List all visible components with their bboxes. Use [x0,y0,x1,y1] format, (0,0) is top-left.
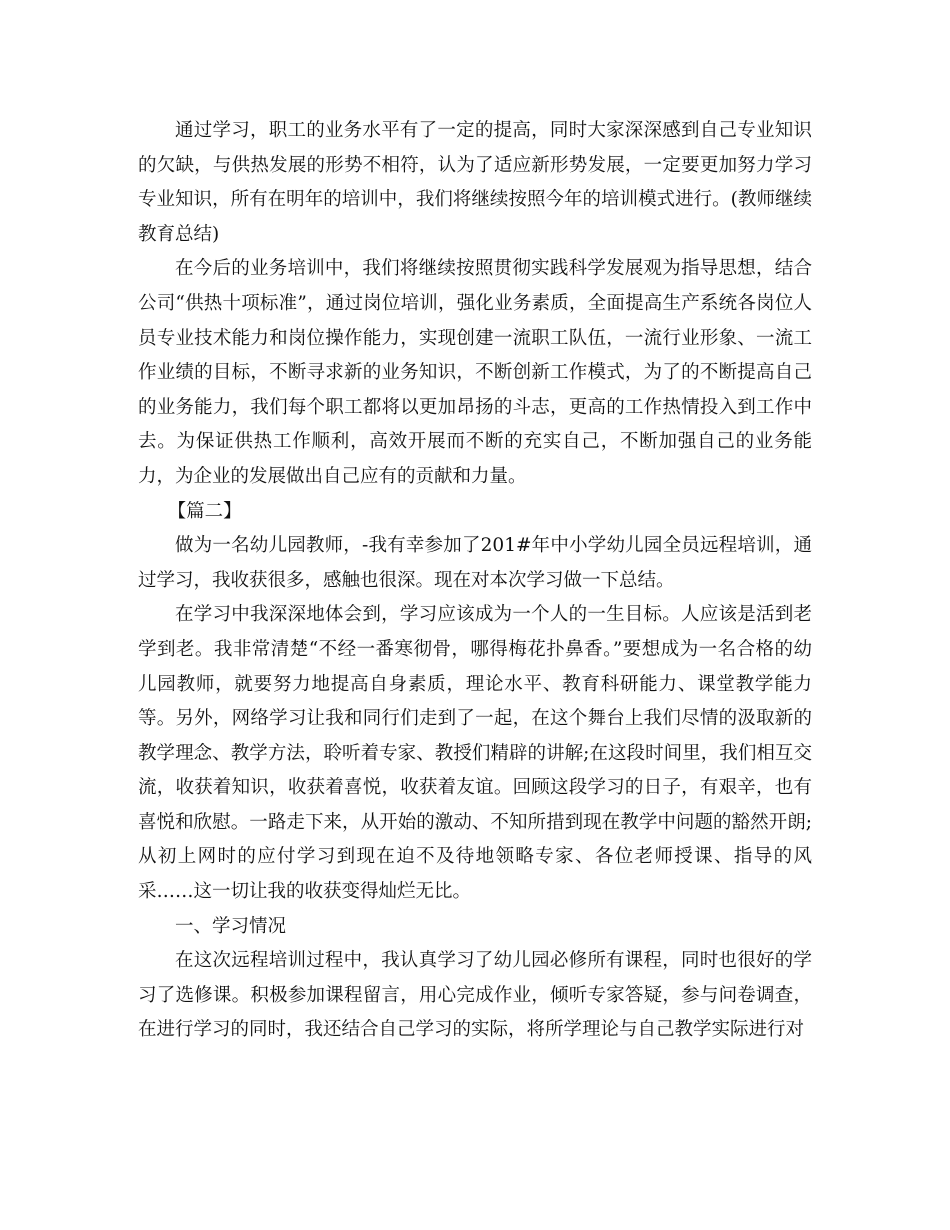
paragraph-summary-1: 通过学习，职工的业务水平有了一定的提高，同时大家深深感到自己专业知识的欠缺，与供热发展的形势不相符，认为了适应新形势发展，一定要更加努力学习专业知识，所有在明年的培训中，我们将继续按照今年的培训模式进行。(教师继续教育总结) [138,120,812,245]
section-heading-part-two: 【篇二】 [167,500,242,522]
paragraph-learning-situation: 在这次远程培训过程中，我认真学习了幼儿园必修所有课程，同时也很好的学习了选修课。积极参加课程留言，用心完成作业，倾听专家答疑，参与问卷调查，在进行学习的同时，我还结合自己学习的实际，将所学理论与自己教学实际进行对 [138,950,812,1041]
paragraph-summary-2: 在今后的业务培训中，我们将继续按照贯彻实践科学发展观为指导思想，结合公司“供热十项标准”，通过岗位培训，强化业务素质，全面提高生产系统各岗位人员专业技术能力和岗位操作能力，实现创建一流职工队伍，一流行业形象、一流工作业绩的目标，不断寻求新的业务知识，不断创新工作模式，为了的不断提高自己的业务能力，我们每个职工都将以更加昂扬的斗志，更高的工作热情投入到工作中去。为保证供热工作顺利，高效开展而不断的充实自己，不断加强自己的业务能力，为企业的发展做出自己应有的贡献和力量。 [138,258,812,487]
paragraph-intro: 做为一名幼儿园教师，-我有幸参加了201#年中小学幼儿园全员远程培训，通过学习，我收获很多，感触也很深。现在对本次学习做一下总结。 [138,535,812,591]
section-heading-learning-situation: 一、学习情况 [175,915,287,937]
document-body [138,114,812,1048]
paragraph-reflection: 在学习中我深深地体会到，学习应该成为一个人的一生目标。人应该是活到老学到老。我非常清楚“不经一番寒彻骨，哪得梅花扑鼻香。”要想成为一名合格的幼儿园教师，就要努力地提高自身素质，理论水平、教育科研能力、课堂教学能力等。另外，网络学习让我和同行们走到了一起，在这个舞台上我们尽情的汲取新的教学理念、教学方法，聆听着专家、教授们精辟的讲解;在这段时间里，我们相互交流，收获着知识，收获着喜悦，收获着友谊。回顾这段学习的日子，有艰辛，也有喜悦和欣慰。一路走下来，从开始的激动、不知所措到现在教学中问题的豁然开朗;从初上网时的应付学习到现在迫不及待地领略专家、各位老师授课、指导的风采……这一切让我的收获变得灿烂无比。 [138,604,812,903]
